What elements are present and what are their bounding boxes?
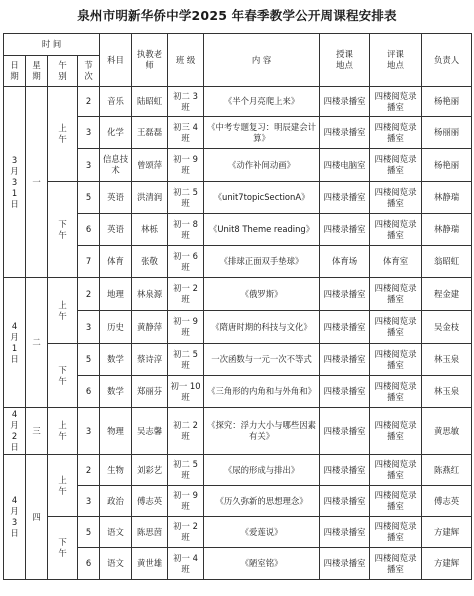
class-cell: 初一 2 班 [168, 278, 204, 311]
teacher-cell: 张敬 [132, 246, 168, 278]
content-cell: 《尿的形成与排出》 [204, 455, 320, 486]
teacher-cell: 陈思茵 [132, 517, 168, 548]
table-row [4, 517, 472, 548]
owner-cell: 方建辉 [422, 548, 472, 580]
date-cell: 4月2日 [4, 408, 26, 455]
period-cell: 3 [78, 117, 100, 149]
class-cell: 初二 5 班 [168, 344, 204, 376]
teach-place-cell: 四楼电脑室 [320, 149, 370, 182]
content-cell: 《三角形的内角和与外角和》 [204, 376, 320, 408]
content-cell: 《隋唐时期的科技与文化》 [204, 311, 320, 344]
teach-place-cell: 四楼录播室 [320, 182, 370, 214]
half-day-cell: 上午 [48, 455, 78, 517]
teacher-cell: 黄世雄 [132, 548, 168, 580]
teach-place-cell: 四楼录播室 [320, 214, 370, 246]
teacher-cell: 刘彩艺 [132, 455, 168, 486]
period-cell: 6 [78, 376, 100, 408]
teach-place-header: 授课地点 [320, 34, 370, 87]
review-place-cell: 四楼阅览录播室 [370, 376, 422, 408]
teach-place-cell: 四楼录播室 [320, 376, 370, 408]
teach-place-cell: 四楼录播室 [320, 344, 370, 376]
owner-cell: 方建辉 [422, 517, 472, 548]
schedule-table [3, 33, 472, 580]
class-cell: 初一 9 班 [168, 149, 204, 182]
table-row [4, 182, 472, 214]
subject-cell: 生物 [100, 455, 132, 486]
subject-cell: 地理 [100, 278, 132, 311]
teacher-cell: 林泉源 [132, 278, 168, 311]
teacher-cell: 林栎 [132, 214, 168, 246]
teach-place-cell: 四楼录播室 [320, 517, 370, 548]
subject-cell: 数学 [100, 376, 132, 408]
subject-header: 科目 [100, 34, 132, 87]
content-cell: 《unit7topicSectionA》 [204, 182, 320, 214]
teacher-cell: 傅志英 [132, 486, 168, 517]
owner-header: 负责人 [422, 34, 472, 87]
table-row [4, 344, 472, 376]
review-place-header: 评课地点 [370, 34, 422, 87]
half-day-cell: 下午 [48, 517, 78, 580]
subject-cell: 信息技术 [100, 149, 132, 182]
period-cell: 3 [78, 311, 100, 344]
review-place-cell: 四楼阅览录播室 [370, 182, 422, 214]
review-place-cell: 四楼阅览录播室 [370, 117, 422, 149]
half-day-header: 午别 [48, 56, 78, 87]
half-day-cell: 上午 [48, 278, 78, 344]
weekday-cell: 三 [26, 408, 48, 455]
owner-cell: 林静瑞 [422, 214, 472, 246]
teach-place-cell: 四楼录播室 [320, 548, 370, 580]
teacher-header: 执教老师 [132, 34, 168, 87]
content-cell: 《俄罗斯》 [204, 278, 320, 311]
owner-cell: 傅志英 [422, 486, 472, 517]
period-cell: 3 [78, 408, 100, 455]
content-cell: 《历久弥新的思想理念》 [204, 486, 320, 517]
period-cell: 6 [78, 548, 100, 580]
review-place-cell: 体育室 [370, 246, 422, 278]
subject-cell: 音乐 [100, 87, 132, 117]
review-place-cell: 四楼阅览录播室 [370, 486, 422, 517]
review-place-cell: 四楼阅览录播室 [370, 408, 422, 455]
subject-cell: 化学 [100, 117, 132, 149]
owner-cell: 陈燕红 [422, 455, 472, 486]
owner-cell: 吴金枝 [422, 311, 472, 344]
time-group-header: 时 间 [4, 34, 100, 56]
weekday-header: 星期 [26, 56, 48, 87]
table-row [4, 455, 472, 486]
teacher-cell: 蔡诗淳 [132, 344, 168, 376]
weekday-cell: 四 [26, 455, 48, 580]
subject-cell: 语文 [100, 517, 132, 548]
review-place-cell: 四楼阅览录播室 [370, 548, 422, 580]
period-cell: 5 [78, 344, 100, 376]
content-header: 内 容 [204, 34, 320, 87]
class-cell: 初三 4 班 [168, 117, 204, 149]
content-cell: 一次函数与一元一次不等式 [204, 344, 320, 376]
content-cell: 《排球正面双手垫球》 [204, 246, 320, 278]
subject-cell: 物理 [100, 408, 132, 455]
class-cell: 初一 6 班 [168, 246, 204, 278]
class-cell: 初一 8 班 [168, 214, 204, 246]
teach-place-cell: 四楼录播室 [320, 278, 370, 311]
table-row [4, 408, 472, 455]
teacher-cell: 吴志馨 [132, 408, 168, 455]
class-cell: 初一 4 班 [168, 548, 204, 580]
subject-cell: 英语 [100, 182, 132, 214]
class-cell: 初二 2 班 [168, 408, 204, 455]
teacher-cell: 陆昭虹 [132, 87, 168, 117]
period-cell: 5 [78, 182, 100, 214]
weekday-cell: 二 [26, 278, 48, 408]
content-cell: 《动作补间动画》 [204, 149, 320, 182]
weekday-cell: 一 [26, 87, 48, 278]
subject-cell: 体育 [100, 246, 132, 278]
review-place-cell: 四楼阅览录播室 [370, 311, 422, 344]
class-cell: 初二 5 班 [168, 455, 204, 486]
class-cell: 初一 9 班 [168, 486, 204, 517]
content-cell: 《中考专题复习：明辰建会计算》 [204, 117, 320, 149]
period-cell: 3 [78, 486, 100, 517]
teach-place-cell: 四楼录播室 [320, 117, 370, 149]
teacher-cell: 王磊磊 [132, 117, 168, 149]
half-day-cell: 上午 [48, 87, 78, 182]
half-day-cell: 下午 [48, 344, 78, 408]
teacher-cell: 郑丽芬 [132, 376, 168, 408]
half-day-cell: 下午 [48, 182, 78, 278]
owner-cell: 程金建 [422, 278, 472, 311]
content-cell: 《Unit8 Theme reading》 [204, 214, 320, 246]
header-row [4, 34, 472, 56]
review-place-cell: 四楼阅览录播室 [370, 87, 422, 117]
teach-place-cell: 体育场 [320, 246, 370, 278]
owner-cell: 杨艳丽 [422, 149, 472, 182]
content-cell: 《探究：浮力大小与哪些因素有关》 [204, 408, 320, 455]
content-cell: 《陋室铭》 [204, 548, 320, 580]
period-cell: 2 [78, 455, 100, 486]
review-place-cell: 四楼阅览录播室 [370, 455, 422, 486]
owner-cell: 杨艳丽 [422, 87, 472, 117]
class-cell: 初二 3 班 [168, 87, 204, 117]
period-cell: 7 [78, 246, 100, 278]
teacher-cell: 曾颂萍 [132, 149, 168, 182]
teach-place-cell: 四楼录播室 [320, 408, 370, 455]
review-place-cell: 四楼阅览录播室 [370, 517, 422, 548]
teacher-cell: 洪清润 [132, 182, 168, 214]
date-header: 日期 [4, 56, 26, 87]
owner-cell: 黄思敏 [422, 408, 472, 455]
class-header: 班 级 [168, 34, 204, 87]
subject-cell: 语文 [100, 548, 132, 580]
content-cell: 《半个月亮爬上来》 [204, 87, 320, 117]
period-cell: 5 [78, 517, 100, 548]
date-cell: 4月3日 [4, 455, 26, 580]
teach-place-cell: 四楼录播室 [320, 455, 370, 486]
review-place-cell: 四楼阅览录播室 [370, 149, 422, 182]
half-day-cell: 上午 [48, 408, 78, 455]
owner-cell: 林玉泉 [422, 376, 472, 408]
teach-place-cell: 四楼录播室 [320, 486, 370, 517]
period-cell: 3 [78, 149, 100, 182]
teach-place-cell: 四楼录播室 [320, 87, 370, 117]
teach-place-cell: 四楼录播室 [320, 311, 370, 344]
content-cell: 《爱莲说》 [204, 517, 320, 548]
period-cell: 2 [78, 87, 100, 117]
owner-cell: 翁昭虹 [422, 246, 472, 278]
subject-cell: 数学 [100, 344, 132, 376]
class-cell: 初一 9 班 [168, 311, 204, 344]
class-cell: 初二 5 班 [168, 182, 204, 214]
date-cell: 3月31日 [4, 87, 26, 278]
class-cell: 初一 10 班 [168, 376, 204, 408]
period-header: 节次 [78, 56, 100, 87]
period-cell: 6 [78, 214, 100, 246]
review-place-cell: 四楼阅览录播室 [370, 344, 422, 376]
table-row [4, 278, 472, 311]
class-cell: 初一 2 班 [168, 517, 204, 548]
subject-cell: 英语 [100, 214, 132, 246]
table-row [4, 87, 472, 117]
page-title: 泉州市明新华侨中学2025 年春季教学公开周课程安排表 [77, 8, 397, 23]
subject-cell: 政治 [100, 486, 132, 517]
date-cell: 4月1日 [4, 278, 26, 408]
period-cell: 2 [78, 278, 100, 311]
review-place-cell: 四楼阅览录播室 [370, 278, 422, 311]
owner-cell: 林静瑞 [422, 182, 472, 214]
owner-cell: 杨丽丽 [422, 117, 472, 149]
review-place-cell: 四楼阅览录播室 [370, 214, 422, 246]
subject-cell: 历史 [100, 311, 132, 344]
teacher-cell: 黄静萍 [132, 311, 168, 344]
owner-cell: 林玉泉 [422, 344, 472, 376]
